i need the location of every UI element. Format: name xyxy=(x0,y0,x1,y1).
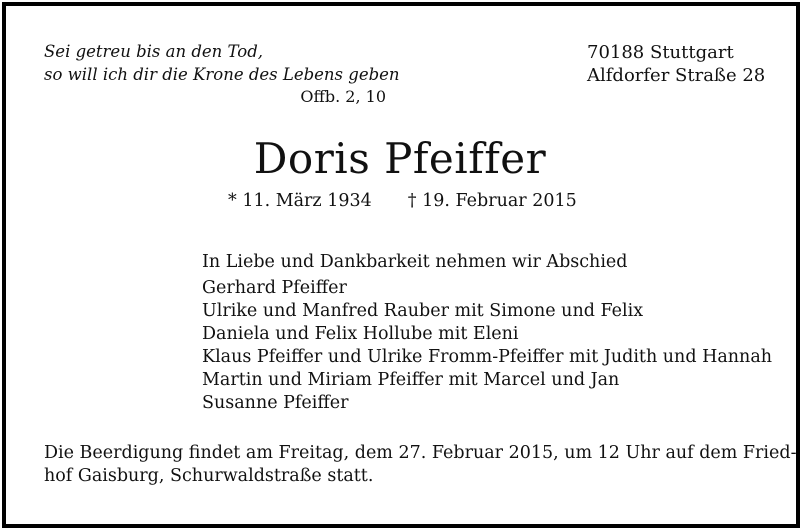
bible-verse xyxy=(44,40,400,107)
verse-line-2: so will ich dir die Krone des Lebens geben xyxy=(44,65,400,84)
verse-line-1: Sei getreu bis an den Tod, xyxy=(44,42,263,61)
funeral-line-2: hof Gaisburg, Schurwaldstraße statt. xyxy=(44,466,374,486)
verse-reference: Offb. 2, 10 xyxy=(300,87,386,106)
mourner-name: Susanne Pfeiffer xyxy=(202,393,349,413)
address-city: 70188 Stuttgart xyxy=(587,42,734,63)
mourner-name: Gerhard Pfeiffer xyxy=(202,278,347,298)
mourner-name: Ulrike und Manfred Rauber mit Simone und Felix xyxy=(202,301,644,321)
funeral-details xyxy=(44,442,797,488)
mourner-name: Klaus Pfeiffer und Ulrike Fromm-Pfeiffer mit Judith und Hannah xyxy=(202,347,773,367)
life-dates xyxy=(228,190,577,212)
mourners-intro: In Liebe und Dankbarkeit nehmen wir Abschied xyxy=(202,252,628,272)
funeral-line-1: Die Beerdigung findet am Freitag, dem 27. Februar 2015, um 12 Uhr auf dem Fried- xyxy=(44,443,797,463)
death-date: † 19. Februar 2015 xyxy=(407,191,577,211)
address-street: Alfdorfer Straße 28 xyxy=(587,65,766,86)
mourners-block xyxy=(202,251,772,415)
mourner-name: Martin und Miriam Pfeiffer mit Marcel und Jan xyxy=(202,370,620,390)
birth-date: * 11. März 1934 xyxy=(228,191,372,211)
deceased-name: Doris Pfeiffer xyxy=(253,134,547,183)
family-address xyxy=(587,41,765,87)
mourner-name: Daniela und Felix Hollube mit Eleni xyxy=(202,324,519,344)
